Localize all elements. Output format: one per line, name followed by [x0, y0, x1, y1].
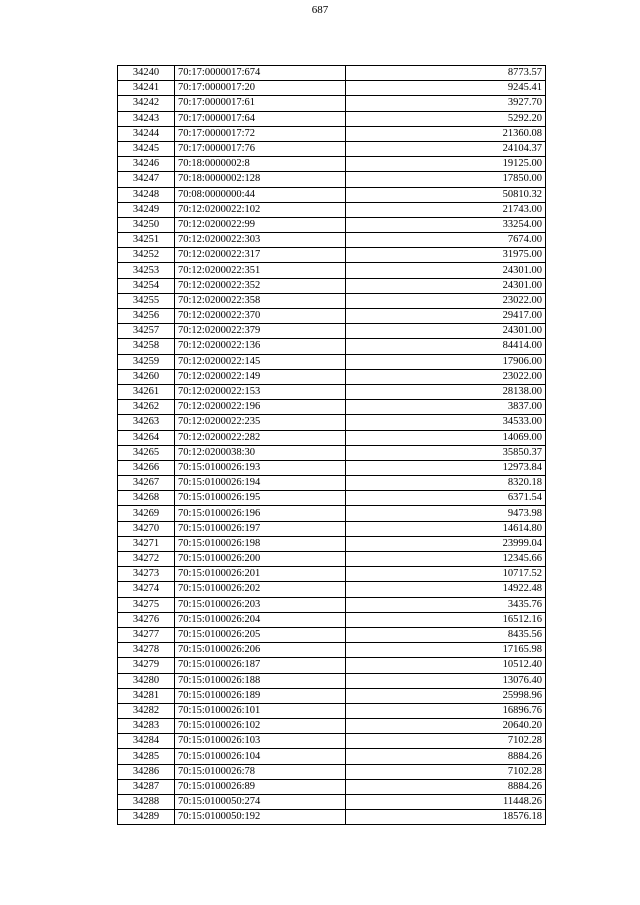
row-value-cell: 3435.76: [346, 597, 546, 612]
row-id-cell: 34262: [118, 400, 175, 415]
table-row: [118, 688, 546, 703]
row-value-cell: 16896.76: [346, 703, 546, 718]
row-id-cell: 34253: [118, 263, 175, 278]
row-value-cell: 14614.80: [346, 521, 546, 536]
row-code-cell: 70:12:0200022:145: [175, 354, 346, 369]
row-code-cell: 70:12:0200038:30: [175, 445, 346, 460]
table-row: [118, 217, 546, 232]
row-code-cell: 70:12:0200022:317: [175, 248, 346, 263]
row-value-cell: 12345.66: [346, 552, 546, 567]
row-value-cell: 20640.20: [346, 719, 546, 734]
row-value-cell: 8435.56: [346, 627, 546, 642]
row-code-cell: 70:15:0100026:195: [175, 491, 346, 506]
row-id-cell: 34271: [118, 536, 175, 551]
row-code-cell: 70:15:0100026:205: [175, 627, 346, 642]
table-row: [118, 658, 546, 673]
row-code-cell: 70:15:0100026:187: [175, 658, 346, 673]
row-code-cell: 70:18:0000002:128: [175, 172, 346, 187]
row-code-cell: 70:15:0100026:200: [175, 552, 346, 567]
table-row: [118, 506, 546, 521]
row-value-cell: 31975.00: [346, 248, 546, 263]
row-code-cell: 70:17:0000017:64: [175, 111, 346, 126]
table-row: [118, 66, 546, 81]
row-id-cell: 34244: [118, 126, 175, 141]
table-row: [118, 795, 546, 810]
table-row: [118, 278, 546, 293]
row-code-cell: 70:17:0000017:674: [175, 66, 346, 81]
table-row: [118, 187, 546, 202]
table-row: [118, 582, 546, 597]
row-id-cell: 34243: [118, 111, 175, 126]
row-value-cell: 16512.16: [346, 612, 546, 627]
table-row: [118, 445, 546, 460]
table-row: [118, 734, 546, 749]
table-row: [118, 703, 546, 718]
row-value-cell: 21360.08: [346, 126, 546, 141]
row-value-cell: 35850.37: [346, 445, 546, 460]
row-value-cell: 3927.70: [346, 96, 546, 111]
table-row: [118, 491, 546, 506]
row-id-cell: 34263: [118, 415, 175, 430]
row-id-cell: 34245: [118, 141, 175, 156]
row-id-cell: 34255: [118, 293, 175, 308]
data-table: [117, 65, 546, 825]
row-code-cell: 70:12:0200022:235: [175, 415, 346, 430]
row-code-cell: 70:15:0100026:206: [175, 643, 346, 658]
row-code-cell: 70:12:0200022:379: [175, 324, 346, 339]
row-value-cell: 29417.00: [346, 309, 546, 324]
row-code-cell: 70:15:0100050:192: [175, 810, 346, 825]
table-row: [118, 157, 546, 172]
row-id-cell: 34276: [118, 612, 175, 627]
table-row: [118, 233, 546, 248]
row-id-cell: 34247: [118, 172, 175, 187]
table-row: [118, 339, 546, 354]
table-row: [118, 172, 546, 187]
row-id-cell: 34261: [118, 384, 175, 399]
row-id-cell: 34265: [118, 445, 175, 460]
row-id-cell: 34267: [118, 476, 175, 491]
row-id-cell: 34270: [118, 521, 175, 536]
row-value-cell: 17906.00: [346, 354, 546, 369]
row-id-cell: 34273: [118, 567, 175, 582]
row-value-cell: 17165.98: [346, 643, 546, 658]
row-id-cell: 34248: [118, 187, 175, 202]
table-row: [118, 476, 546, 491]
table-row: [118, 749, 546, 764]
row-value-cell: 84414.00: [346, 339, 546, 354]
row-code-cell: 70:12:0200022:282: [175, 430, 346, 445]
table-row: [118, 567, 546, 582]
row-id-cell: 34252: [118, 248, 175, 263]
table-row: [118, 384, 546, 399]
row-value-cell: 13076.40: [346, 673, 546, 688]
row-value-cell: 9245.41: [346, 81, 546, 96]
row-code-cell: 70:12:0200022:358: [175, 293, 346, 308]
row-code-cell: 70:15:0100026:198: [175, 536, 346, 551]
table-row: [118, 400, 546, 415]
row-value-cell: 24301.00: [346, 278, 546, 293]
row-id-cell: 34259: [118, 354, 175, 369]
table-row: [118, 779, 546, 794]
row-id-cell: 34269: [118, 506, 175, 521]
row-id-cell: 34240: [118, 66, 175, 81]
row-value-cell: 10512.40: [346, 658, 546, 673]
row-value-cell: 8884.26: [346, 779, 546, 794]
row-code-cell: 70:17:0000017:20: [175, 81, 346, 96]
row-id-cell: 34242: [118, 96, 175, 111]
table-row: [118, 202, 546, 217]
table-row: [118, 263, 546, 278]
row-code-cell: 70:15:0100026:204: [175, 612, 346, 627]
row-id-cell: 34268: [118, 491, 175, 506]
row-code-cell: 70:15:0100026:101: [175, 703, 346, 718]
row-value-cell: 8884.26: [346, 749, 546, 764]
row-id-cell: 34260: [118, 369, 175, 384]
table-row: [118, 552, 546, 567]
row-value-cell: 14922.48: [346, 582, 546, 597]
row-value-cell: 19125.00: [346, 157, 546, 172]
row-code-cell: 70:15:0100026:202: [175, 582, 346, 597]
row-value-cell: 24104.37: [346, 141, 546, 156]
row-code-cell: 70:12:0200022:352: [175, 278, 346, 293]
table-row: [118, 810, 546, 825]
row-id-cell: 34250: [118, 217, 175, 232]
row-id-cell: 34288: [118, 795, 175, 810]
row-value-cell: 28138.00: [346, 384, 546, 399]
table-row: [118, 521, 546, 536]
table-row: [118, 430, 546, 445]
row-code-cell: 70:12:0200022:153: [175, 384, 346, 399]
row-id-cell: 34286: [118, 764, 175, 779]
row-code-cell: 70:15:0100026:194: [175, 476, 346, 491]
row-id-cell: 34251: [118, 233, 175, 248]
row-code-cell: 70:15:0100026:188: [175, 673, 346, 688]
row-code-cell: 70:15:0100026:203: [175, 597, 346, 612]
table-body: [118, 66, 546, 825]
row-value-cell: 5292.20: [346, 111, 546, 126]
row-code-cell: 70:08:0000000:44: [175, 187, 346, 202]
row-value-cell: 34533.00: [346, 415, 546, 430]
row-code-cell: 70:12:0200022:303: [175, 233, 346, 248]
table-row: [118, 673, 546, 688]
row-id-cell: 34289: [118, 810, 175, 825]
table-row: [118, 612, 546, 627]
table-row: [118, 293, 546, 308]
row-code-cell: 70:15:0100026:201: [175, 567, 346, 582]
table-row: [118, 643, 546, 658]
row-value-cell: 24301.00: [346, 263, 546, 278]
table-row: [118, 81, 546, 96]
row-value-cell: 7674.00: [346, 233, 546, 248]
row-id-cell: 34258: [118, 339, 175, 354]
row-code-cell: 70:17:0000017:61: [175, 96, 346, 111]
row-code-cell: 70:12:0200022:351: [175, 263, 346, 278]
row-value-cell: 17850.00: [346, 172, 546, 187]
row-code-cell: 70:15:0100026:102: [175, 719, 346, 734]
row-value-cell: 7102.28: [346, 764, 546, 779]
row-code-cell: 70:15:0100026:197: [175, 521, 346, 536]
table-row: [118, 536, 546, 551]
row-value-cell: 21743.00: [346, 202, 546, 217]
row-code-cell: 70:17:0000017:76: [175, 141, 346, 156]
row-id-cell: 34249: [118, 202, 175, 217]
row-id-cell: 34281: [118, 688, 175, 703]
table-row: [118, 111, 546, 126]
table-row: [118, 141, 546, 156]
row-code-cell: 70:15:0100026:196: [175, 506, 346, 521]
row-value-cell: 9473.98: [346, 506, 546, 521]
row-id-cell: 34266: [118, 460, 175, 475]
row-id-cell: 34272: [118, 552, 175, 567]
row-id-cell: 34275: [118, 597, 175, 612]
row-id-cell: 34284: [118, 734, 175, 749]
table-row: [118, 764, 546, 779]
row-id-cell: 34256: [118, 309, 175, 324]
row-id-cell: 34264: [118, 430, 175, 445]
row-code-cell: 70:15:0100050:274: [175, 795, 346, 810]
table-row: [118, 369, 546, 384]
row-value-cell: 23022.00: [346, 293, 546, 308]
row-code-cell: 70:12:0200022:99: [175, 217, 346, 232]
row-id-cell: 34285: [118, 749, 175, 764]
row-value-cell: 10717.52: [346, 567, 546, 582]
row-id-cell: 34254: [118, 278, 175, 293]
row-code-cell: 70:15:0100026:78: [175, 764, 346, 779]
row-value-cell: 50810.32: [346, 187, 546, 202]
row-id-cell: 34282: [118, 703, 175, 718]
row-code-cell: 70:17:0000017:72: [175, 126, 346, 141]
row-id-cell: 34277: [118, 627, 175, 642]
row-code-cell: 70:12:0200022:136: [175, 339, 346, 354]
row-code-cell: 70:12:0200022:370: [175, 309, 346, 324]
row-code-cell: 70:15:0100026:89: [175, 779, 346, 794]
table-row: [118, 354, 546, 369]
table-row: [118, 719, 546, 734]
table-row: [118, 96, 546, 111]
row-id-cell: 34274: [118, 582, 175, 597]
row-id-cell: 34279: [118, 658, 175, 673]
row-value-cell: 25998.96: [346, 688, 546, 703]
row-code-cell: 70:15:0100026:193: [175, 460, 346, 475]
row-id-cell: 34280: [118, 673, 175, 688]
row-value-cell: 24301.00: [346, 324, 546, 339]
table-row: [118, 627, 546, 642]
row-id-cell: 34241: [118, 81, 175, 96]
row-value-cell: 14069.00: [346, 430, 546, 445]
row-value-cell: 8320.18: [346, 476, 546, 491]
row-value-cell: 23022.00: [346, 369, 546, 384]
row-code-cell: 70:15:0100026:104: [175, 749, 346, 764]
row-value-cell: 8773.57: [346, 66, 546, 81]
table-row: [118, 597, 546, 612]
row-value-cell: 6371.54: [346, 491, 546, 506]
row-code-cell: 70:12:0200022:149: [175, 369, 346, 384]
row-value-cell: 12973.84: [346, 460, 546, 475]
row-code-cell: 70:15:0100026:103: [175, 734, 346, 749]
row-code-cell: 70:12:0200022:102: [175, 202, 346, 217]
row-id-cell: 34246: [118, 157, 175, 172]
table-row: [118, 248, 546, 263]
row-value-cell: 18576.18: [346, 810, 546, 825]
row-id-cell: 34287: [118, 779, 175, 794]
row-value-cell: 23999.04: [346, 536, 546, 551]
table-row: [118, 415, 546, 430]
row-id-cell: 34257: [118, 324, 175, 339]
row-value-cell: 11448.26: [346, 795, 546, 810]
row-id-cell: 34283: [118, 719, 175, 734]
row-id-cell: 34278: [118, 643, 175, 658]
row-code-cell: 70:12:0200022:196: [175, 400, 346, 415]
row-code-cell: 70:15:0100026:189: [175, 688, 346, 703]
table-row: [118, 309, 546, 324]
table-row: [118, 126, 546, 141]
table-row: [118, 324, 546, 339]
row-value-cell: 7102.28: [346, 734, 546, 749]
row-code-cell: 70:18:0000002:8: [175, 157, 346, 172]
row-value-cell: 33254.00: [346, 217, 546, 232]
row-value-cell: 3837.00: [346, 400, 546, 415]
table-row: [118, 460, 546, 475]
page-number: 687: [311, 4, 329, 16]
